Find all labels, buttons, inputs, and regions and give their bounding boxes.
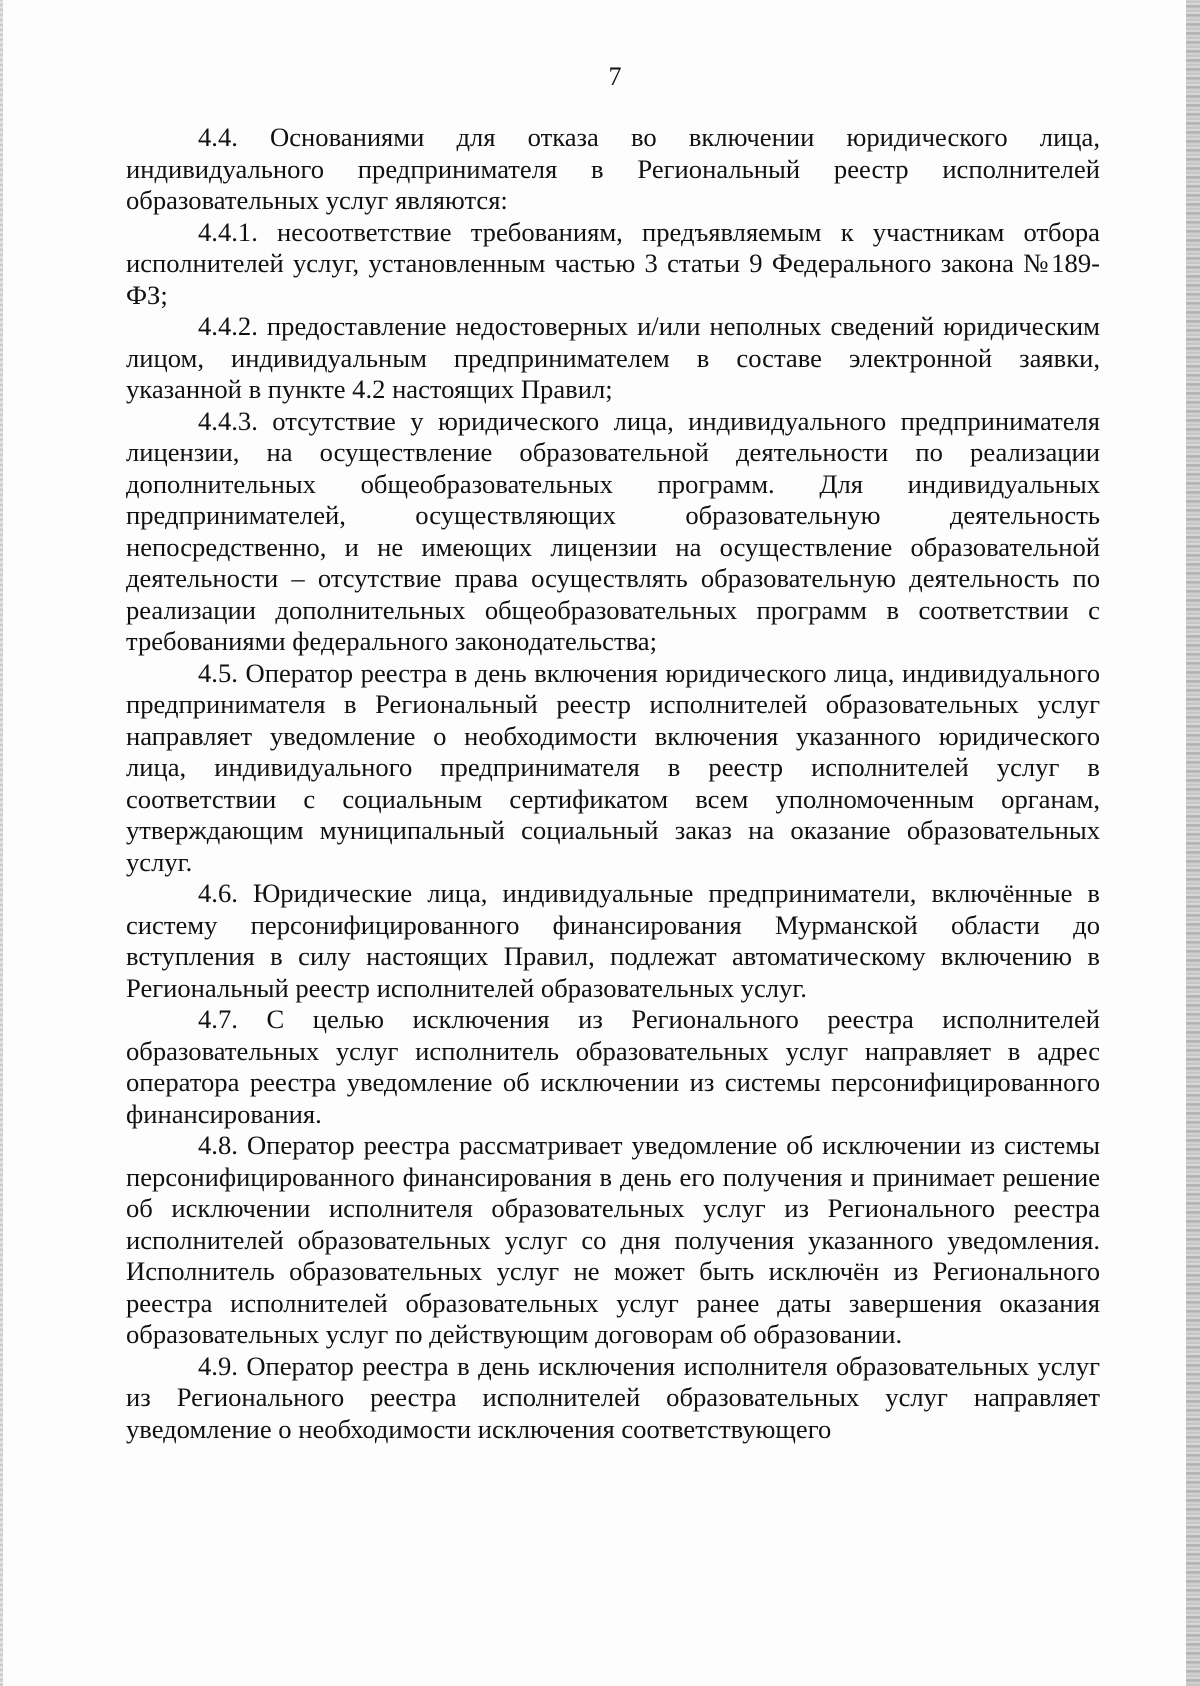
paragraph-4-4: 4.4. Основаниями для отказа во включении юридического лица, индивидуального предпринимателя в Региональный реестр исполнителей образовательных услуг являются:	[126, 122, 1100, 215]
paragraph-4-9: 4.9. Оператор реестра в день исключения исполнителя образовательных услуг из Регионального реестра исполнителей образовательных услуг направляет уведомление о необходимости исключения соответствующего	[126, 1350, 1100, 1444]
scan-edge-left	[0, 0, 3, 1686]
page-number: 7	[608, 62, 622, 91]
scan-edge-right	[1186, 0, 1200, 1686]
document-body	[126, 122, 1100, 1445]
paragraph-4-7: 4.7. С целью исключения из Регионального реестра исполнителей образовательных услуг исполнитель образовательных услуг направляет в адрес оператора реестра уведомление об исключении из системы персонифицированного финансирования.	[126, 1004, 1100, 1129]
paragraph-4-6: 4.6. Юридические лица, индивидуальные предприниматели, включённые в систему персонифицированного финансирования Мурманской области до вступления в силу настоящих Правил, подлежат автоматическому включению в Региональный реестр исполнителей образовательных услуг.	[126, 878, 1100, 1003]
paragraph-4-4-2: 4.4.2. предоставление недостоверных и/или неполных сведений юридическим лицом, индивидуальным предпринимателем в составе электронной заявки, указанной в пункте 4.2 настоящих Правил;	[126, 311, 1100, 404]
paragraph-4-5: 4.5. Оператор реестра в день включения юридического лица, индивидуального предпринимателя в Региональный реестр исполнителей образовательных услуг направляет уведомление о необходимости включения указанного юридического лица, индивидуального предпринимателя в реестр исполнителей услуг в соответствии с социальным сертификатом всем уполномоченным органам, утверждающим муниципальный социальный заказ на оказание образовательных услуг.	[126, 657, 1100, 877]
paragraph-4-4-3: 4.4.3. отсутствие у юридического лица, индивидуального предпринимателя лицензии, на осуществление образовательной деятельности по реализации дополнительных общеобразовательных программ. Для индивидуальных предпринимателей, осуществляющих образовательную деятельность непосредственно, и не имеющих лицензии на осуществление образовательной деятельности – отсутствие права осуществлять образовательную деятельность по реализации дополнительных общеобразовательных программ в соответствии с требованиями федерального законодательства;	[126, 405, 1100, 656]
paragraph-4-8: 4.8. Оператор реестра рассматривает уведомление об исключении из системы персонифицированного финансирования в день его получения и принимает решение об исключении исполнителя образовательных услуг из Регионального реестра исполнителей образовательных услуг со дня получения указанного уведомления. Исполнитель образовательных услуг не может быть исключён из Регионального реестра исполнителей образовательных услуг ранее даты завершения оказания образовательных услуг по действующим договорам об образовании.	[126, 1130, 1100, 1349]
paragraph-4-4-1: 4.4.1. несоответствие требованиям, предъявляемым к участникам отбора исполнителей услуг, установленным частью 3 статьи 9 Федерального закона №189-ФЗ;	[126, 216, 1100, 310]
